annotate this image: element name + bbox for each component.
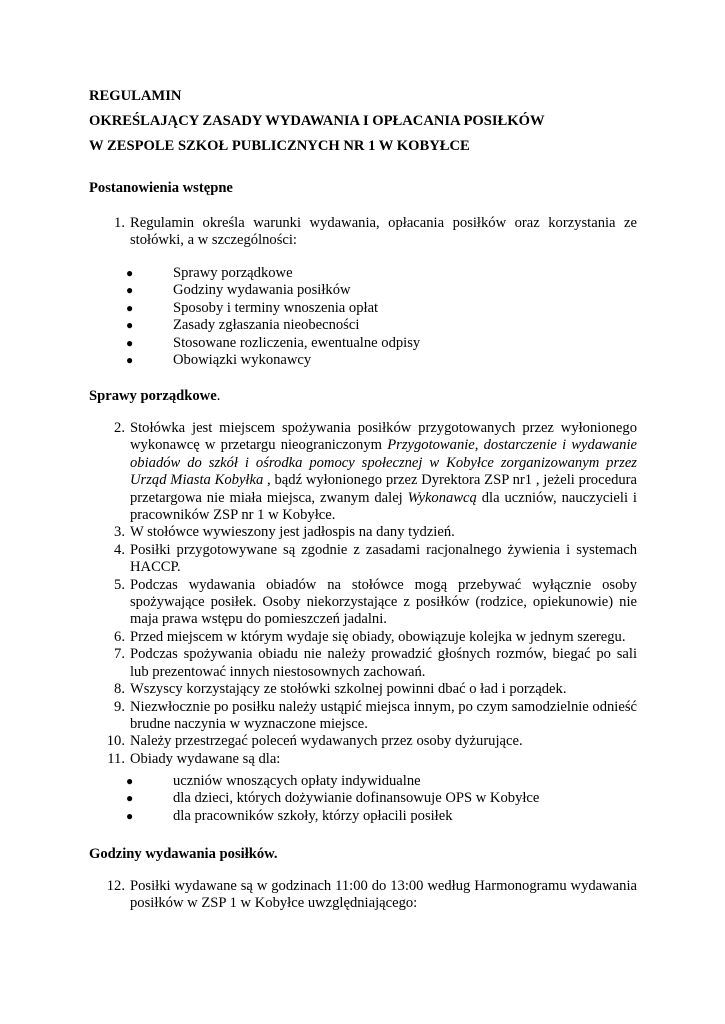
list-item-4: 4. Posiłki przygotowywane są zgodnie z zasadami racjonalnego żywienia i systemach HACCP. <box>89 542 637 577</box>
list-item-12 <box>89 878 637 913</box>
item-number: 3. <box>114 524 125 541</box>
title-line-3: W ZESPOLE SZKOŁ PUBLICZNYCH NR 1 W KOBYŁCE <box>89 138 470 154</box>
bullet-item: ● uczniów wnoszących opłaty indywidualne <box>126 773 421 789</box>
item-number: 8. <box>114 681 125 698</box>
bullet-item: ● Godziny wydawania posiłków <box>126 282 351 299</box>
bullet-item: ● Obowiązki wykonawcy <box>126 352 312 369</box>
bullet-icon: ● <box>126 791 134 806</box>
item-number: 5. <box>114 576 125 593</box>
bullet-item: ● Sprawy porządkowe <box>126 265 293 281</box>
list-item-3: 3. W stołówce wywieszony jest jadłospis na dany tydzień. <box>89 524 637 541</box>
item-number: 6. <box>114 628 125 645</box>
list-item-1 <box>89 215 637 250</box>
title-line-2: OKREŚLAJĄCY ZASADY WYDAWANIA I OPŁACANIA POSIŁKÓW <box>89 113 545 129</box>
bullet-icon: ● <box>126 808 134 823</box>
list-item-10: 10. Należy przestrzegać poleceń wydawanych przez osoby dyżurujące. <box>89 733 637 750</box>
section-heading-hours: Godziny wydawania posiłków. <box>89 846 278 862</box>
item-number: 4. <box>114 541 125 558</box>
bullet-icon: ● <box>126 353 134 368</box>
section-heading-intro: Postanowienia wstępne <box>89 180 233 196</box>
list-item-8: 8. Wszyscy korzystający ze stołówki szkolnej powinni dbać o ład i porządek. <box>89 681 637 698</box>
item-number: 1. <box>114 215 125 231</box>
item-number: 7. <box>114 646 125 663</box>
item-number: 12. <box>106 878 125 894</box>
item-number: 9. <box>114 698 125 715</box>
bullet-icon: ● <box>126 266 134 280</box>
bullet-item: ● Stosowane rozliczenia, ewentualne odpisy <box>126 334 421 351</box>
list-item-11: 11. Obiady wydawane są dla: <box>89 751 637 768</box>
order-list <box>89 420 637 768</box>
bullet-item: ● Sposoby i terminy wnoszenia opłat <box>126 299 379 316</box>
list-item-5: 5. Podczas wydawania obiadów na stołówce mogą przebywać wyłącznie osoby spożywające posiłek. Osoby niekorzystające z posiłków (rodzice, opiekunowie) nie maja prawa wstępu do pomieszczeń jadalni. <box>89 577 637 629</box>
item-number: 2. <box>114 420 125 436</box>
bullet-item: ● Zasady zgłaszania nieobecności <box>126 317 360 334</box>
item-number: 10. <box>106 733 125 750</box>
bullet-icon: ● <box>126 300 134 315</box>
item-text: Posiłki wydawane są w godzinach 11:00 do 13:00 według Harmonogramu wydawania posiłków w ZSP 1 w Kobyłce uwzględniającego: <box>130 878 637 912</box>
list-item-2: 2. Stołówka jest miejscem spożywania posiłków przygotowanych przez wyłonionego wykonawcę w przetargu nieograniczonym Przygotowanie, dostarczenie i wydawanie obiadów do szkół i ośrodka pomocy społecznej w Kobyłce zorganizowanym przez Urząd Miasta Kobyłka , bądź wyłonionego przez Dyrektora ZSP nr1 , jeżeli procedura przetargowa nie miała miejsca, zwanym dalej Wykonawcą dla uczniów, nauczycieli i pracowników ZSP nr 1 w Kobyłce. <box>89 420 637 524</box>
hours-list <box>89 878 637 913</box>
intro-bullet-list <box>126 265 626 369</box>
bullet-item: ● dla pracowników szkoły, którzy opłacili posiłek <box>126 807 453 824</box>
list-item-6: 6. Przed miejscem w którym wydaje się obiady, obowiązuje kolejka w jednym szeregu. <box>89 629 637 646</box>
title-line-1: REGULAMIN <box>89 88 182 104</box>
item-text: Regulamin określa warunki wydawania, opłacania posiłków oraz korzystania ze stołówki, a w szczególności: <box>130 215 637 249</box>
bullet-icon: ● <box>126 774 134 788</box>
bullet-item: ● dla dzieci, których dożywianie dofinansowuje OPS w Kobyłce <box>126 790 540 807</box>
meal-bullet-list <box>126 773 626 825</box>
list-item-7: 7. Podczas spożywania obiadu nie należy prowadzić głośnych rozmów, biegać po sali lub prezentować innych niestosownych zachowań. <box>89 646 637 681</box>
bullet-icon: ● <box>126 335 134 350</box>
item-number: 11. <box>107 750 125 767</box>
section-heading-order: Sprawy porządkowe. <box>89 388 221 404</box>
bullet-icon: ● <box>126 318 134 333</box>
list-item-9: 9. Niezwłocznie po posiłku należy ustąpić miejsca innym, po czym samodzielnie odnieść brudne naczynia w wyznaczone miejsce. <box>89 699 637 734</box>
bullet-icon: ● <box>126 283 134 298</box>
intro-list <box>89 215 637 250</box>
